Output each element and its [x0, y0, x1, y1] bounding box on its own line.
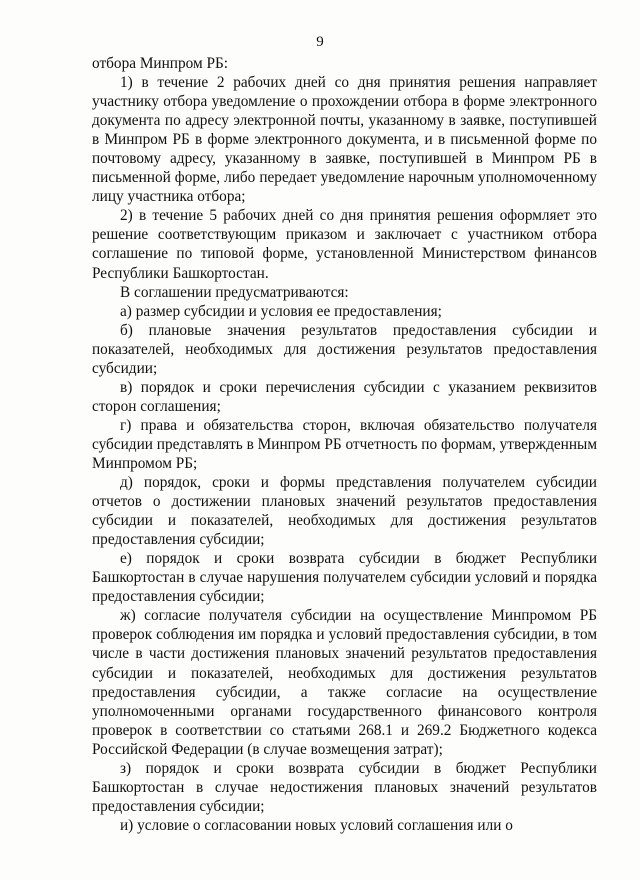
paragraph-item-a: а) размер субсидии и условия ее предоставления; — [120, 302, 442, 320]
paragraph-item-d: д) порядок, сроки и формы представления получателем субсидии отчетов о достижении плановых значений результатов предоставления субсидии и показателей, необходимых для достижения результатов предоставления субсидии; — [92, 474, 597, 549]
paragraph-continuation: отбора Минпром РБ: — [92, 55, 229, 72]
paragraph-agreement-intro: В соглашении предусматриваются: — [120, 283, 349, 301]
paragraph-item-i: и) условие о согласовании новых условий соглашения или о — [120, 816, 513, 834]
paragraph-item-z: з) порядок и сроки возврата субсидии в бюджет Республики Башкортостан в случае недостижения плановых значений результатов предоставления субсидии; — [92, 759, 597, 815]
paragraph-item-2: 2) в течение 5 рабочих дней со дня принятия решения оформляет это решение соответствующим приказом и заключает с участником отбора соглашение по типовой форме, установленной Министерством финансов Республики Башкортостан. — [92, 207, 597, 282]
paragraph-item-g: г) права и обязательства сторон, включая обязательство получателя субсидии представлять в Минпром РБ отчетность по формам, утвержденным Минпромом РБ; — [92, 416, 597, 472]
document-body — [92, 54, 597, 835]
paragraph-item-e: е) порядок и сроки возврата субсидии в бюджет Республики Башкортостан в случае нарушения получателем субсидии условий и порядка предоставления субсидии; — [92, 550, 597, 606]
paragraph-item-1: 1) в течение 2 рабочих дней со дня принятия решения направляет участнику отбора уведомление о прохождении отбора в форме электронного документа по адресу электронной почты, указанному в заявке, поступившей в Минпром РБ в форме электронного документа, и в письменной форме по почтовому адресу, указанному в заявке, поступившей в Минпром РБ в письменной форме, либо передает уведомление нарочным уполномоченному лицу участника отбора; — [92, 74, 597, 206]
paragraph-item-zh: ж) согласие получателя субсидии на осуществление Минпромом РБ проверок соблюдения им порядка и условий предоставления субсидии, в том числе в части достижения плановых значений результатов предоставления субсидии и показателей, необходимых для достижения результатов предоставления субсидии, а также согласие на осуществление уполномоченными органами государственного финансового контроля проверок в соответствии со статьями 268.1 и 269.2 Бюджетного кодекса Российской Федерации (в случае возмещения затрат); — [92, 607, 597, 758]
paragraph-item-b: б) плановые значения результатов предоставления субсидии и показателей, необходимых для достижения результатов предоставления субсидии; — [92, 321, 597, 377]
paragraph-item-v: в) порядок и сроки перечисления субсидии с указанием реквизитов сторон соглашения; — [92, 378, 597, 415]
page-number: 9 — [316, 34, 324, 50]
